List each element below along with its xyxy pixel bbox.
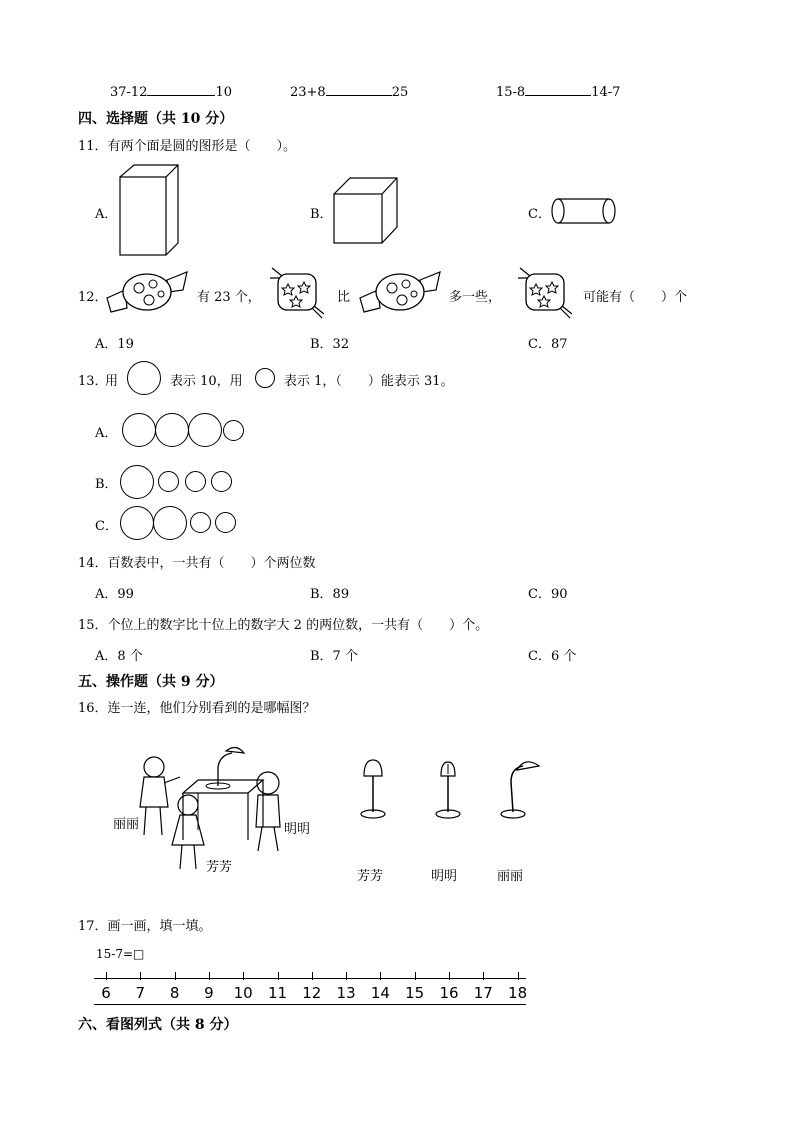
question-number: 17． bbox=[78, 919, 108, 934]
star-candy-icon bbox=[266, 264, 328, 320]
number-line-tick bbox=[209, 972, 210, 980]
cuboid-figure bbox=[118, 163, 182, 257]
question-16 bbox=[78, 697, 316, 716]
number-line-label: 13 bbox=[336, 984, 356, 1002]
lamp-side-view-icon[interactable] bbox=[433, 758, 463, 822]
ten-circle-icon bbox=[127, 361, 161, 395]
ten-circle-icon bbox=[188, 413, 222, 447]
one-circle-icon bbox=[190, 512, 211, 533]
question-14 bbox=[78, 552, 316, 571]
round-candy-icon bbox=[105, 268, 189, 318]
question-text: 百数表中，一共有（ ）个两位数 bbox=[107, 556, 316, 571]
number-line-label: 17 bbox=[473, 984, 493, 1002]
option-c[interactable]: C．87 bbox=[528, 337, 568, 352]
number-line-axis bbox=[94, 978, 526, 979]
number-line-tick bbox=[278, 972, 279, 980]
number-line-tick bbox=[106, 972, 107, 980]
cube-figure bbox=[333, 177, 399, 245]
lamp-front-view-icon[interactable] bbox=[358, 758, 388, 822]
number-line-tick bbox=[380, 972, 381, 980]
option-a[interactable]: A．19 bbox=[95, 337, 134, 352]
question-number: 16． bbox=[78, 701, 108, 716]
scene-label-mingming: 明明 bbox=[284, 822, 311, 837]
cylinder-figure bbox=[551, 197, 617, 227]
view-label-lili: 丽丽 bbox=[497, 869, 524, 884]
question-text: 可能有（ ）个 bbox=[583, 290, 688, 305]
compare-right: 14-7 bbox=[591, 85, 621, 100]
question-text: 用 bbox=[105, 374, 119, 389]
question-11 bbox=[78, 135, 296, 154]
number-line-tick bbox=[175, 972, 176, 980]
option-a[interactable]: A．99 bbox=[95, 587, 134, 602]
compare-left: 37-12 bbox=[110, 85, 148, 100]
question-text: 画一画，填一填。 bbox=[107, 919, 212, 934]
question-text: 有 23 个， bbox=[197, 290, 261, 305]
star-candy-icon bbox=[514, 264, 576, 320]
question-text: 表示 10，用 bbox=[170, 374, 243, 389]
number-line-bottom bbox=[94, 1004, 526, 1005]
number-line-label: 6 bbox=[101, 984, 111, 1002]
number-line-tick bbox=[518, 972, 519, 980]
one-circle-icon bbox=[223, 420, 244, 441]
number-line-label: 10 bbox=[233, 984, 253, 1002]
ten-circle-icon bbox=[155, 413, 189, 447]
number-line[interactable] bbox=[94, 970, 526, 1006]
option-a[interactable]: A．8 个 bbox=[95, 649, 143, 664]
number-line-label: 11 bbox=[267, 984, 288, 1002]
compare-item-3 bbox=[496, 83, 620, 100]
question-text: 连一连，他们分别看到的是哪幅图？ bbox=[107, 701, 316, 716]
question-number: 15． bbox=[78, 618, 108, 633]
number-line-label: 14 bbox=[370, 984, 390, 1002]
one-circle-icon bbox=[185, 471, 206, 492]
question-17 bbox=[78, 915, 212, 934]
number-line-tick bbox=[312, 972, 313, 980]
compare-left: 23+8 bbox=[290, 85, 326, 100]
number-line-tick bbox=[415, 972, 416, 980]
option-b-label[interactable]: B． bbox=[310, 207, 333, 222]
question-text: 比 bbox=[337, 290, 351, 305]
one-circle-icon bbox=[211, 471, 232, 492]
option-c[interactable]: C．6 个 bbox=[528, 649, 577, 664]
number-line-tick bbox=[346, 972, 347, 980]
view-label-fangfang: 芳芳 bbox=[357, 869, 384, 884]
round-candy-icon bbox=[358, 268, 442, 318]
ten-circle-icon bbox=[120, 506, 154, 540]
question-text: 有两个面是圆的图形是（ ）。 bbox=[107, 139, 297, 154]
compare-item-1 bbox=[110, 83, 232, 100]
option-b[interactable]: B．32 bbox=[310, 337, 350, 352]
number-line-tick bbox=[243, 972, 244, 980]
one-circle-icon bbox=[255, 368, 275, 388]
view-label-mingming: 明明 bbox=[431, 869, 458, 884]
option-a-label[interactable]: A． bbox=[95, 207, 118, 222]
option-b[interactable]: B．89 bbox=[310, 587, 350, 602]
one-circle-icon bbox=[215, 512, 236, 533]
ten-circle-icon bbox=[122, 413, 156, 447]
equation: 15-7=□ bbox=[96, 947, 145, 961]
ten-circle-icon bbox=[153, 506, 187, 540]
number-line-label: 18 bbox=[508, 984, 528, 1002]
number-line-label: 16 bbox=[439, 984, 459, 1002]
compare-right: 25 bbox=[391, 85, 409, 100]
section-title: 四、选择题（共 10 分） bbox=[78, 111, 234, 127]
one-circle-icon bbox=[158, 471, 179, 492]
option-a-label[interactable]: A． bbox=[95, 426, 118, 441]
question-text: 多一些， bbox=[449, 290, 502, 305]
option-c-label[interactable]: C． bbox=[95, 519, 118, 534]
number-line-label: 7 bbox=[135, 984, 146, 1002]
number-line-tick bbox=[449, 972, 450, 980]
question-text: 个位上的数字比十位上的数字大 2 的两位数，一共有（ ）个。 bbox=[107, 618, 489, 633]
number-line-label: 12 bbox=[302, 984, 322, 1002]
question-15 bbox=[78, 614, 488, 633]
question-number: 14． bbox=[78, 556, 108, 571]
number-line-label: 9 bbox=[204, 984, 214, 1002]
number-line-tick bbox=[483, 972, 484, 980]
compare-right: 10 bbox=[215, 85, 233, 100]
option-c[interactable]: C．90 bbox=[528, 587, 568, 602]
number-line-tick bbox=[140, 972, 141, 980]
question-text: 表示 1，（ ）能表示 31。 bbox=[284, 374, 454, 389]
scene-label-lili: 丽丽 bbox=[113, 817, 140, 832]
section-title: 六、看图列式（共 8 分） bbox=[78, 1017, 238, 1033]
number-line-label: 8 bbox=[169, 984, 180, 1002]
option-c-label[interactable]: C． bbox=[528, 207, 551, 222]
ten-circle-icon bbox=[120, 465, 154, 499]
scene-label-fangfang: 芳芳 bbox=[206, 860, 233, 875]
option-b-label[interactable]: B． bbox=[95, 477, 118, 492]
number-line-label: 15 bbox=[405, 984, 425, 1002]
question-number: 11． bbox=[78, 139, 108, 154]
answer-blank[interactable] bbox=[147, 83, 215, 96]
section-title: 五、操作题（共 9 分） bbox=[78, 674, 224, 690]
lamp-angled-view-icon[interactable] bbox=[495, 758, 545, 822]
answer-blank[interactable] bbox=[326, 83, 392, 96]
option-b[interactable]: B．7 个 bbox=[310, 649, 358, 664]
compare-item-2 bbox=[290, 83, 408, 100]
answer-blank[interactable] bbox=[525, 83, 591, 96]
compare-left: 15-8 bbox=[496, 85, 526, 100]
question-number: 12． bbox=[78, 290, 108, 305]
question-number: 13． bbox=[78, 374, 108, 389]
